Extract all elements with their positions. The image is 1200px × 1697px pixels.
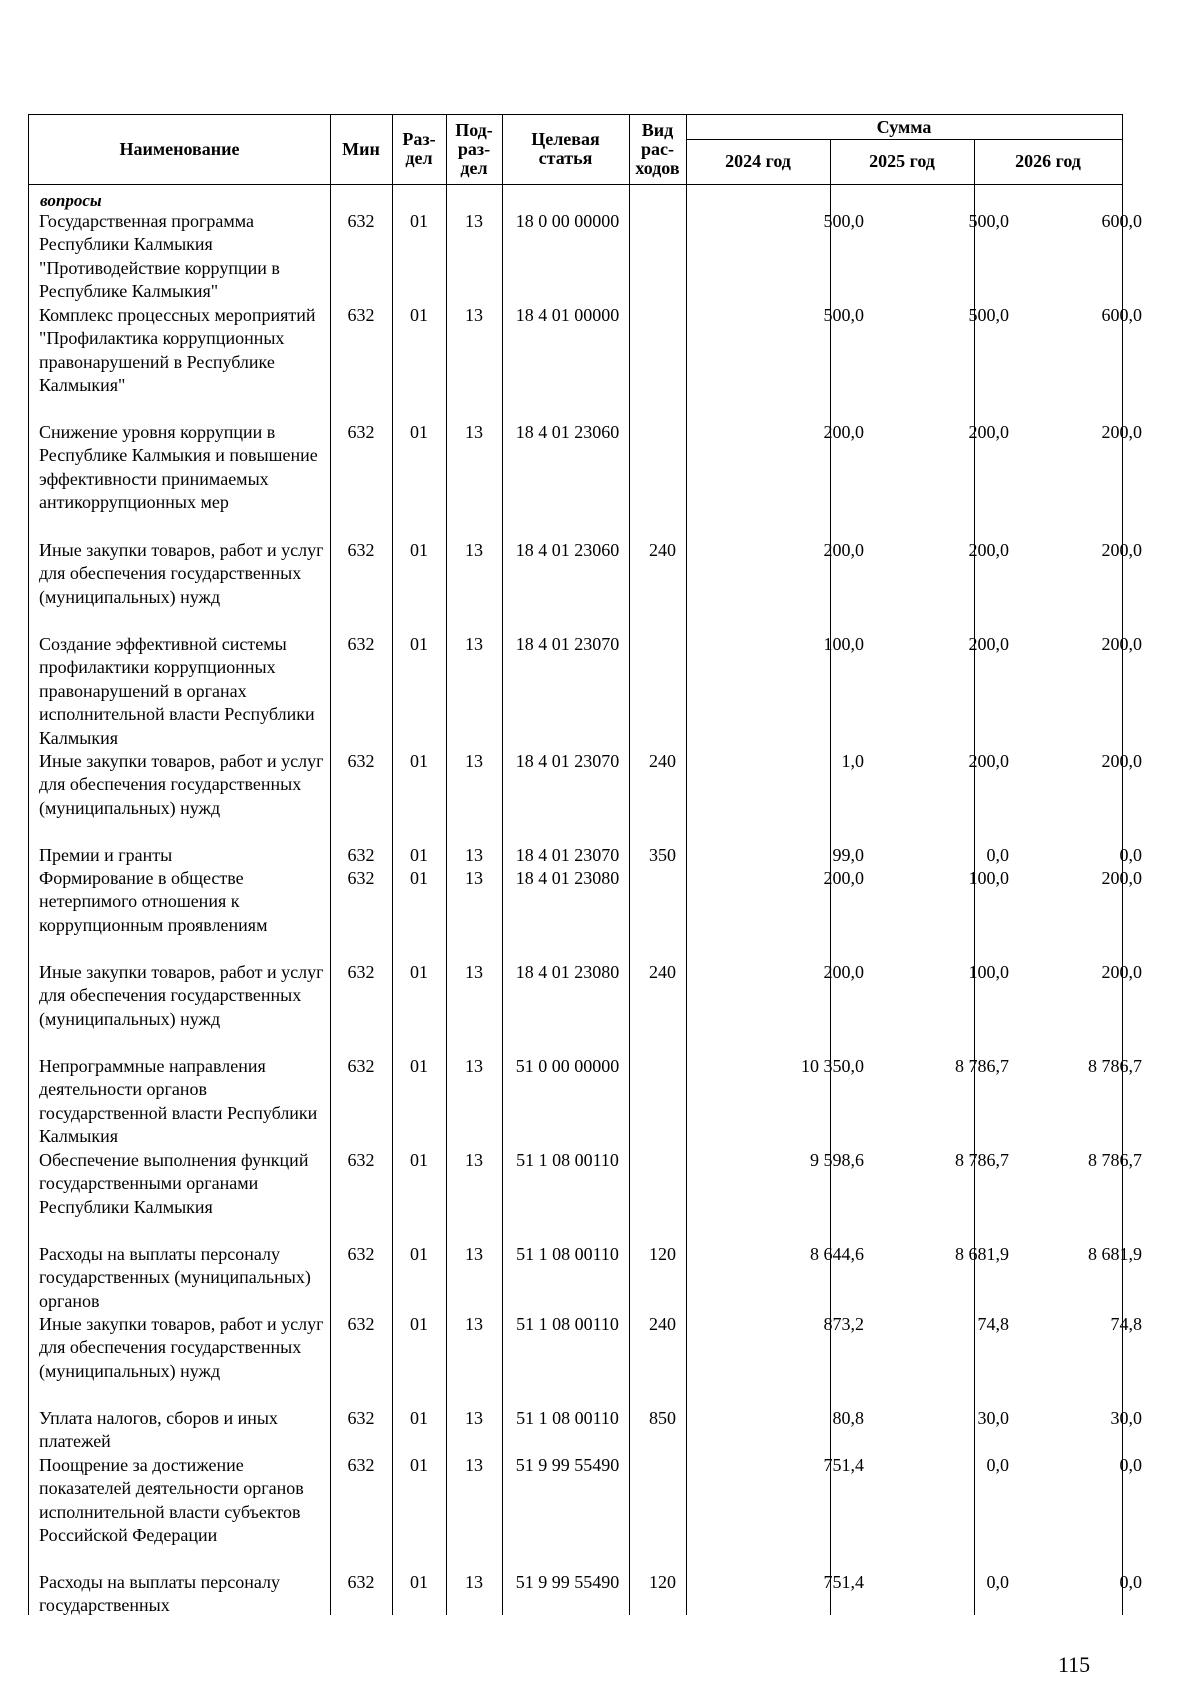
row-razdel: 01 — [410, 751, 428, 771]
row-sum-2026: 0,0 — [1119, 1572, 1142, 1592]
row-razdel: 01 — [410, 540, 428, 560]
row-razdel: 01 — [410, 1408, 428, 1428]
row-name: Непрограммные направления деятельности органов государственной власти Республики Калмыкия — [39, 1056, 318, 1147]
row-name: Расходы на выплаты персоналу государственных (муниципальных) органов — [39, 1244, 311, 1311]
col-divider — [446, 185, 447, 1615]
row-sum-2024: 873,2 — [823, 1314, 864, 1334]
row-razdel: 01 — [410, 845, 428, 865]
row-vid: 240 — [649, 751, 676, 771]
header-name: Наименование — [119, 138, 240, 159]
row-podrazdel: 13 — [465, 1572, 483, 1592]
row-sum-2025: 500,0 — [968, 211, 1009, 231]
row-sum-2026: 600,0 — [1101, 305, 1142, 325]
row-podrazdel: 13 — [465, 422, 483, 442]
row-min: 632 — [347, 211, 375, 231]
row-min: 632 — [347, 422, 375, 442]
row-sum-2024: 8 644,6 — [810, 1244, 864, 1264]
col-divider — [686, 185, 687, 1615]
row-razdel: 01 — [410, 1150, 428, 1170]
row-sum-2025: 8 786,7 — [955, 1056, 1009, 1076]
row-razdel: 01 — [410, 962, 428, 982]
row-podrazdel: 13 — [465, 211, 483, 231]
row-razdel: 01 — [410, 634, 428, 654]
row-razdel: 01 — [410, 1314, 428, 1334]
row-sum-2026: 200,0 — [1101, 868, 1142, 888]
row-podrazdel: 13 — [465, 1314, 483, 1334]
row-name: Формирование в обществе нетерпимого отношения к коррупционным проявлениям — [39, 868, 268, 935]
row-sum-2024: 80,8 — [832, 1408, 864, 1428]
row-sum-2026: 8 786,7 — [1088, 1150, 1142, 1170]
row-vid: 350 — [649, 845, 676, 865]
row-sum-2025: 200,0 — [968, 751, 1009, 771]
row-vid: 240 — [649, 1314, 676, 1334]
row-sum-2024: 1,0 — [841, 751, 864, 771]
row-podrazdel: 13 — [465, 1455, 483, 1475]
row-podrazdel: 13 — [465, 1244, 483, 1264]
row-sum-2024: 100,0 — [823, 634, 864, 654]
row-sum-2025: 0,0 — [986, 1455, 1009, 1475]
row-podrazdel: 13 — [465, 634, 483, 654]
header-min: Мин — [342, 138, 380, 159]
row-sum-2025: 100,0 — [968, 962, 1009, 982]
row-sum-2026: 0,0 — [1119, 845, 1142, 865]
row-name: Поощрение за достижение показателей деятельности органов исполнительной власти субъектов Российской Федерации — [39, 1455, 304, 1546]
row-sum-2026: 600,0 — [1101, 211, 1142, 231]
continuation-text: вопросы — [40, 191, 102, 210]
page-number: 115 — [1058, 1652, 1091, 1677]
row-sum-2024: 99,0 — [832, 845, 864, 865]
row-sum-2025: 200,0 — [968, 634, 1009, 654]
row-name: Премии и гранты — [39, 845, 173, 865]
row-min: 632 — [347, 751, 375, 771]
row-sum-2024: 500,0 — [823, 305, 864, 325]
row-razdel: 01 — [410, 422, 428, 442]
row-sum-2026: 74,8 — [1110, 1314, 1142, 1334]
row-sum-2025: 8 681,9 — [955, 1244, 1009, 1264]
row-vid: 850 — [649, 1408, 676, 1428]
row-sum-2024: 9 598,6 — [810, 1150, 864, 1170]
row-celevaya: 18 4 01 23080 — [515, 962, 620, 982]
row-sum-2024: 200,0 — [823, 540, 864, 560]
row-sum-2026: 0,0 — [1119, 1455, 1142, 1475]
row-razdel: 01 — [410, 305, 428, 325]
row-celevaya: 51 1 08 00110 — [516, 1244, 619, 1264]
col-divider — [330, 185, 331, 1615]
row-name: Обеспечение выполнения функций государственными органами Республики Калмыкия — [39, 1150, 309, 1217]
row-min: 632 — [347, 1572, 375, 1592]
row-celevaya: 18 4 01 23060 — [515, 540, 620, 560]
row-celevaya: 18 4 01 00000 — [515, 305, 620, 325]
row-podrazdel: 13 — [465, 1150, 483, 1170]
row-min: 632 — [347, 305, 375, 325]
header-celevaya: Целевая статья — [531, 129, 600, 168]
header-2024: 2024 год — [725, 150, 791, 171]
row-celevaya: 51 9 99 55490 — [515, 1572, 620, 1592]
row-name: Расходы на выплаты персоналу государственных — [39, 1572, 280, 1616]
row-sum-2025: 0,0 — [986, 1572, 1009, 1592]
col-divider — [502, 185, 503, 1615]
row-min: 632 — [347, 1244, 375, 1264]
row-sum-2026: 200,0 — [1101, 751, 1142, 771]
row-min: 632 — [347, 1314, 375, 1334]
row-sum-2026: 30,0 — [1110, 1408, 1142, 1428]
col-divider — [392, 185, 393, 1615]
row-podrazdel: 13 — [465, 868, 483, 888]
row-sum-2024: 751,4 — [823, 1455, 864, 1475]
row-podrazdel: 13 — [465, 305, 483, 325]
row-sum-2025: 500,0 — [968, 305, 1009, 325]
row-sum-2025: 200,0 — [968, 422, 1009, 442]
row-name: Иные закупки товаров, работ и услуг для обеспечения государственных (муниципальных) нужд — [39, 962, 324, 1029]
header-summa: Сумма — [876, 116, 932, 137]
row-razdel: 01 — [410, 1572, 428, 1592]
header-vid: Вид рас- ходов — [635, 119, 680, 178]
row-min: 632 — [347, 1455, 375, 1475]
row-sum-2026: 200,0 — [1101, 540, 1142, 560]
row-sum-2026: 200,0 — [1101, 634, 1142, 654]
row-vid: 120 — [649, 1244, 676, 1264]
row-celevaya: 51 1 08 00110 — [516, 1150, 619, 1170]
row-podrazdel: 13 — [465, 751, 483, 771]
row-sum-2024: 200,0 — [823, 962, 864, 982]
row-sum-2024: 10 350,0 — [801, 1056, 864, 1076]
row-celevaya: 18 4 01 23060 — [515, 422, 620, 442]
row-name: Государственная программа Республики Калмыкия "Противодействие коррупции в Республике Калмыкия" — [39, 211, 280, 302]
row-celevaya: 18 4 01 23070 — [515, 634, 620, 654]
row-min: 632 — [347, 1408, 375, 1428]
row-razdel: 01 — [410, 1455, 428, 1475]
row-razdel: 01 — [410, 1056, 428, 1076]
row-razdel: 01 — [410, 211, 428, 231]
col-divider — [830, 185, 831, 1615]
row-min: 632 — [347, 868, 375, 888]
header-2025: 2025 год — [869, 150, 935, 171]
header-razdel: Раз- дел — [402, 129, 436, 168]
row-sum-2025: 200,0 — [968, 540, 1009, 560]
row-podrazdel: 13 — [465, 962, 483, 982]
row-name: Снижение уровня коррупции в Республике Калмыкия и повышение эффективности принимаемых антикоррупционных мер — [39, 422, 318, 513]
col-divider — [974, 185, 975, 1615]
row-min: 632 — [347, 962, 375, 982]
row-celevaya: 18 0 00 00000 — [515, 211, 620, 231]
row-vid: 120 — [649, 1572, 676, 1592]
row-podrazdel: 13 — [465, 1056, 483, 1076]
row-sum-2025: 100,0 — [968, 868, 1009, 888]
row-celevaya: 51 9 99 55490 — [515, 1455, 620, 1475]
row-name: Иные закупки товаров, работ и услуг для обеспечения государственных (муниципальных) нужд — [39, 751, 324, 818]
row-celevaya: 18 4 01 23070 — [515, 845, 620, 865]
header-podrazdel: Под- раз- дел — [455, 119, 493, 178]
row-vid: 240 — [649, 540, 676, 560]
row-podrazdel: 13 — [465, 1408, 483, 1428]
row-razdel: 01 — [410, 868, 428, 888]
row-sum-2026: 8 681,9 — [1088, 1244, 1142, 1264]
row-min: 632 — [347, 634, 375, 654]
row-celevaya: 51 1 08 00110 — [516, 1314, 619, 1334]
header-2026: 2026 год — [1015, 150, 1081, 171]
row-name: Комплекс процессных мероприятий "Профилактика коррупционных правонарушений в Республике Калмыкия" — [39, 305, 316, 396]
row-sum-2024: 200,0 — [823, 868, 864, 888]
row-min: 632 — [347, 845, 375, 865]
row-min: 632 — [347, 1150, 375, 1170]
row-podrazdel: 13 — [465, 540, 483, 560]
row-sum-2026: 8 786,7 — [1088, 1056, 1142, 1076]
col-divider — [629, 185, 630, 1615]
row-sum-2025: 30,0 — [977, 1408, 1009, 1428]
row-podrazdel: 13 — [465, 845, 483, 865]
row-sum-2026: 200,0 — [1101, 422, 1142, 442]
table-header — [28, 114, 1123, 185]
row-sum-2026: 200,0 — [1101, 962, 1142, 982]
row-celevaya: 18 4 01 23080 — [515, 868, 620, 888]
row-name: Уплата налогов, сборов и иных платежей — [39, 1408, 278, 1452]
row-sum-2024: 200,0 — [823, 422, 864, 442]
table-body — [28, 185, 1142, 1616]
row-sum-2024: 751,4 — [823, 1572, 864, 1592]
row-sum-2025: 8 786,7 — [955, 1150, 1009, 1170]
row-razdel: 01 — [410, 1244, 428, 1264]
row-celevaya: 18 4 01 23070 — [515, 751, 620, 771]
row-name: Иные закупки товаров, работ и услуг для обеспечения государственных (муниципальных) нужд — [39, 540, 324, 607]
row-min: 632 — [347, 1056, 375, 1076]
row-sum-2025: 0,0 — [986, 845, 1009, 865]
row-name: Иные закупки товаров, работ и услуг для обеспечения государственных (муниципальных) нужд — [39, 1314, 324, 1381]
row-sum-2025: 74,8 — [977, 1314, 1009, 1334]
row-celevaya: 51 0 00 00000 — [515, 1056, 620, 1076]
row-vid: 240 — [649, 962, 676, 982]
row-name: Создание эффективной системы профилактики коррупционных правонарушений в органах исполнительной власти Республики Калмыкия — [39, 634, 315, 748]
row-sum-2024: 500,0 — [823, 211, 864, 231]
row-min: 632 — [347, 540, 375, 560]
row-celevaya: 51 1 08 00110 — [516, 1408, 619, 1428]
